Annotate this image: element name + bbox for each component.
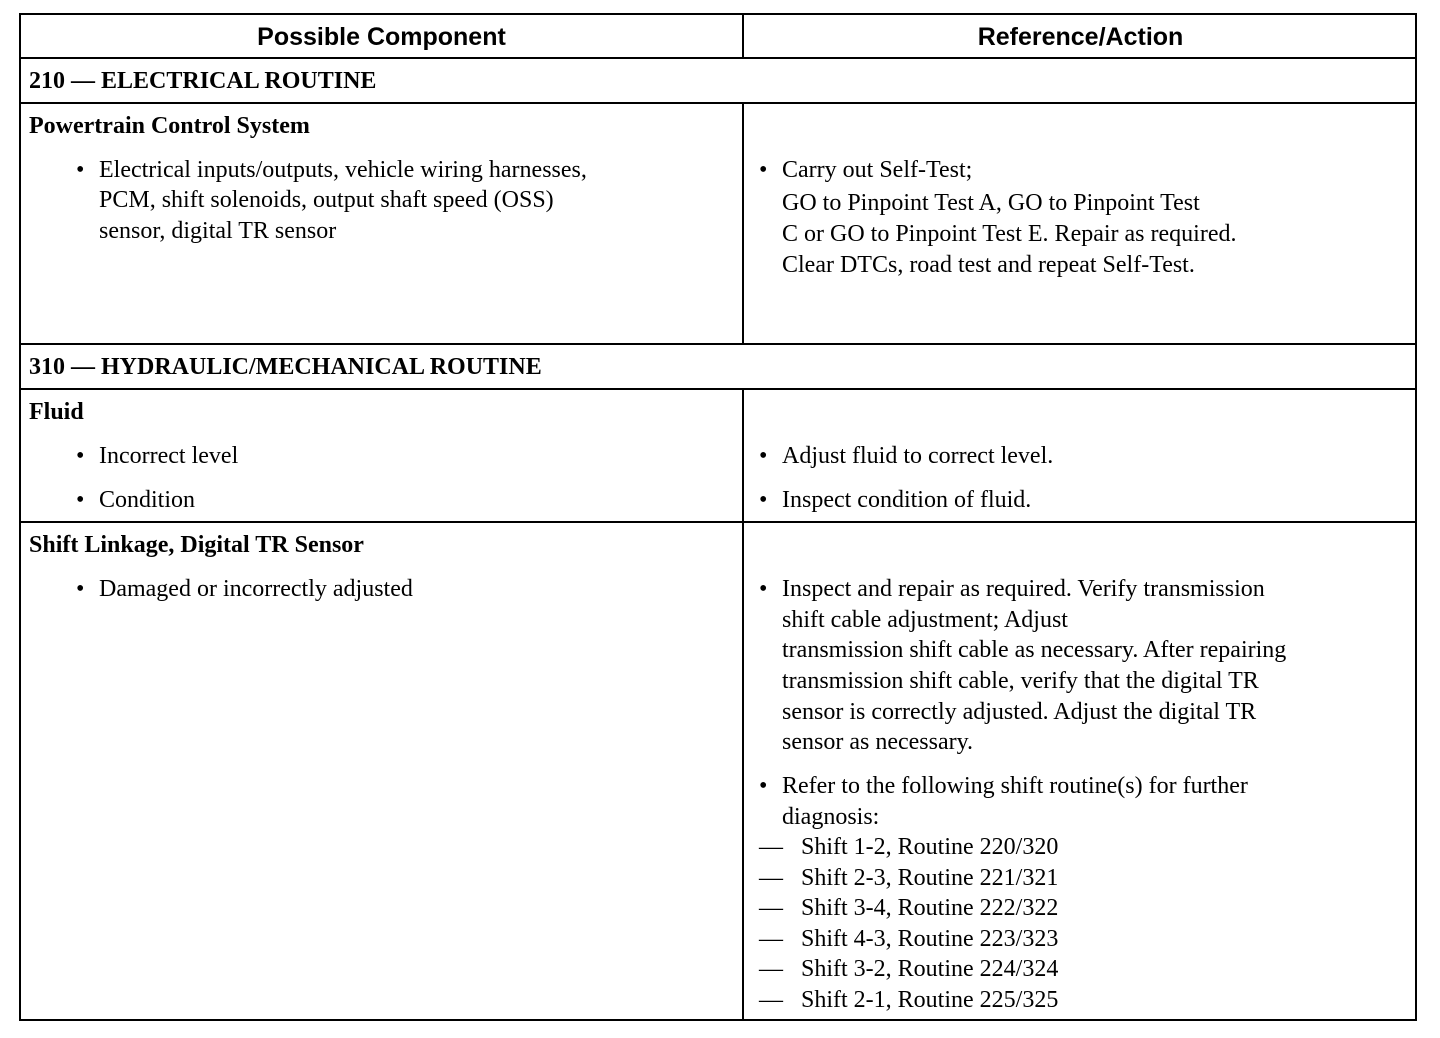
action-line: transmission shift cable, verify that the digital TR (782, 668, 1259, 694)
section-title-310: 310 — HYDRAULIC/MECHANICAL ROUTINE (29, 354, 542, 380)
column-header-reference-action: Reference/Action (977, 23, 1184, 51)
bullet-icon: • (76, 487, 85, 513)
bullet-icon: • (759, 487, 768, 513)
action-line: Clear DTCs, road test and repeat Self-Test. (782, 252, 1195, 278)
dash-icon: — (759, 926, 783, 952)
dash-icon: — (759, 895, 783, 921)
row-divider (21, 388, 1415, 390)
component-item: Incorrect level (99, 443, 239, 469)
component-item: Damaged or incorrectly adjusted (99, 576, 413, 602)
action-line: GO to Pinpoint Test A, GO to Pinpoint Test (782, 190, 1200, 216)
routine-item: Shift 1-2, Routine 220/320 (801, 834, 1059, 860)
bullet-icon: • (76, 157, 85, 183)
action-line: transmission shift cable as necessary. After repairing (782, 637, 1287, 663)
action-line: sensor as necessary. (782, 729, 974, 755)
component-title-shift-linkage: Shift Linkage, Digital TR Sensor (29, 532, 364, 558)
component-line: PCM, shift solenoids, output shaft speed (OSS) (99, 187, 554, 213)
action-line: Carry out Self-Test; (782, 157, 973, 183)
diagnosis-table (19, 13, 1417, 1021)
bullet-icon: • (76, 576, 85, 602)
row-divider (21, 521, 1415, 523)
action-line: Adjust fluid to correct level. (782, 443, 1054, 469)
dash-icon: — (759, 987, 783, 1013)
column-header-possible-component: Possible Component (257, 23, 506, 51)
bullet-icon: • (759, 157, 768, 183)
bullet-icon: • (76, 443, 85, 469)
bullet-icon: • (759, 443, 768, 469)
component-title-powertrain: Powertrain Control System (29, 113, 310, 139)
action-line: Refer to the following shift routine(s) for further (782, 773, 1248, 799)
bullet-icon: • (759, 576, 768, 602)
column-divider (742, 390, 744, 1021)
routine-item: Shift 3-4, Routine 222/322 (801, 895, 1059, 921)
component-title-fluid: Fluid (29, 399, 84, 425)
action-line: Inspect condition of fluid. (782, 487, 1032, 513)
action-line: C or GO to Pinpoint Test E. Repair as required. (782, 221, 1237, 247)
dash-icon: — (759, 834, 783, 860)
component-line: Electrical inputs/outputs, vehicle wiring harnesses, (99, 157, 587, 183)
row-divider (21, 102, 1415, 104)
routine-item: Shift 2-3, Routine 221/321 (801, 865, 1059, 891)
section-title-210: 210 — ELECTRICAL ROUTINE (29, 68, 377, 94)
action-line: sensor is correctly adjusted. Adjust the digital TR (782, 699, 1257, 725)
dash-icon: — (759, 865, 783, 891)
action-line: diagnosis: (782, 804, 880, 830)
row-divider (21, 343, 1415, 345)
component-item: Condition (99, 487, 196, 513)
action-line: Inspect and repair as required. Verify transmission (782, 576, 1265, 602)
action-line: shift cable adjustment; Adjust (782, 607, 1068, 633)
routine-item: Shift 3-2, Routine 224/324 (801, 956, 1059, 982)
routine-item: Shift 4-3, Routine 223/323 (801, 926, 1059, 952)
routine-item: Shift 2-1, Routine 225/325 (801, 987, 1059, 1013)
component-line: sensor, digital TR sensor (99, 218, 337, 244)
dash-icon: — (759, 956, 783, 982)
bullet-icon: • (759, 773, 768, 799)
column-divider (742, 104, 744, 343)
